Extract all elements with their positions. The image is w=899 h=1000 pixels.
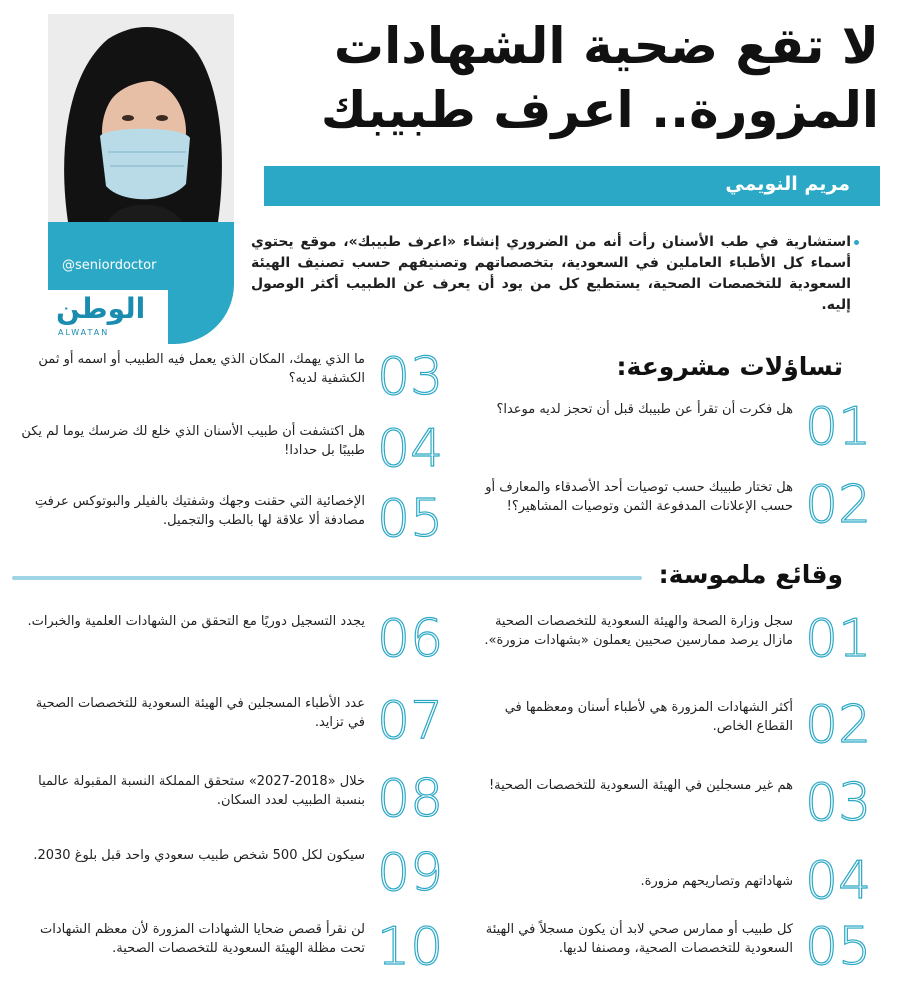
item-text: هل فكرت أن تقرأ عن طبيبك قبل أن تحجز لديه موعدا؟ [496,402,793,417]
author-bar [264,166,880,206]
item-number: 05 [377,489,444,549]
question-item [19,489,444,560]
item-number: 03 [377,347,444,407]
fact-item [19,609,444,680]
fact-item [481,773,872,844]
item-text: سيكون لكل 500 شخص طبيب سعودي واحد قبل بلوغ 2030. [33,848,365,863]
fact-item [19,769,444,840]
item-text: الإخصائية التي حقنت وجهك وشفتيك بالفيلر والبوتوكس عرفتِ مصادفة ألا علاقة لها بالطب والتجميل. [34,494,365,528]
item-text: هل تختار طبيبك حسب توصيات أحد الأصدقاء والمعارف أو حسب الإعلانات المدفوعة الثمن وتوصيات المشاهير؟! [485,480,793,514]
item-text: أكثر الشهادات المزورة هي لأطباء أسنان ومعظمها في القطاع الخاص. [504,700,793,734]
fact-item [19,917,444,988]
item-number: 01 [805,397,872,457]
title-line-2: المزورة.. اعرف طبيبك [320,81,879,139]
section-heading-questions: تساؤلات مشروعة: [616,352,843,381]
item-number: 09 [377,843,444,903]
item-text: ما الذي يهمك، المكان الذي يعمل فيه الطبيب أو اسمه أو ثمن الكشفية لديه؟ [38,352,365,386]
intro-paragraph: استشارية في طب الأسنان رأت أنه من الضروري إنشاء «اعرف طبيبك»، موقع يحتوي أسماء كل الأطباء العاملين في السعودية، بتخصصاتهم وتصنيفهم حسب تصنيف الهيئة السعودية للتخصصات الصحية، يستطيع كل من يود أن يعرف عن الطبيب أكثر الوصول إليه. [251,234,851,313]
item-text: لن نقرأ قصص ضحايا الشهادات المزورة لأن معظم الشهادات تحت مظلة الهيئة السعودية للتخصصات الصحية. [40,922,365,956]
fact-item [481,609,872,680]
page-title [259,14,879,142]
fact-item [481,695,872,766]
item-text: شهاداتهم وتصاريحهم مزورة. [640,874,793,889]
section-heading-facts: وقائع ملموسة: [658,560,843,589]
item-text: عدد الأطباء المسجلين في الهيئة السعودية للتخصصات الصحية في تزايد. [35,696,365,730]
item-number: 02 [805,475,872,535]
author-handle: @seniordoctor [62,258,157,273]
author-photo [48,14,234,222]
item-number: 08 [377,769,444,829]
item-number: 10 [377,917,444,977]
item-text: سجل وزارة الصحة والهيئة السعودية للتخصصات الصحية مازال يرصد ممارسين صحيين يعملون «بشهادات مزورة». [484,614,793,648]
item-text: هل اكتشفت أن طبيب الأسنان الذي خلع لك ضرسك يوما لم يكن طبيبًا بل حدادا! [21,424,365,458]
fact-item [19,843,444,914]
author-name: مريم النويمي [725,173,850,195]
item-text: كل طبيب أو ممارس صحي لابد أن يكون مسجلاً في الهيئة السعودية للتخصصات الصحية، ومصنفا لديها. [485,922,793,956]
question-item [19,419,444,490]
section-divider [12,576,642,580]
author-portrait-image [48,14,234,222]
author-card [48,14,234,344]
item-number: 04 [805,851,872,911]
fact-item [19,691,444,762]
logo-arabic: الوطن [56,292,146,325]
item-number: 05 [805,917,872,977]
logo-english: ALWATAN [58,328,110,337]
alwatan-logo [48,290,168,344]
item-text: خلال «2018-2027» ستحقق المملكة النسبة المقبولة عالميا بنسبة الطبيب لعدد السكان. [38,774,365,808]
item-number: 07 [377,691,444,751]
item-text: هم غير مسجلين في الهيئة السعودية للتخصصات الصحية! [488,778,793,793]
fact-item [481,917,872,988]
item-number: 06 [377,609,444,669]
item-number: 04 [377,419,444,479]
question-item [19,347,444,418]
item-text: يجدد التسجيل دوريًا مع التحقق من الشهادات العلمية والخبرات. [27,614,365,629]
intro-bullet [854,240,859,245]
title-line-1: لا تقع ضحية الشهادات [333,17,879,75]
question-item [481,397,872,468]
item-number: 02 [805,695,872,755]
item-number: 03 [805,773,872,833]
item-number: 01 [805,609,872,669]
question-item [481,475,872,546]
